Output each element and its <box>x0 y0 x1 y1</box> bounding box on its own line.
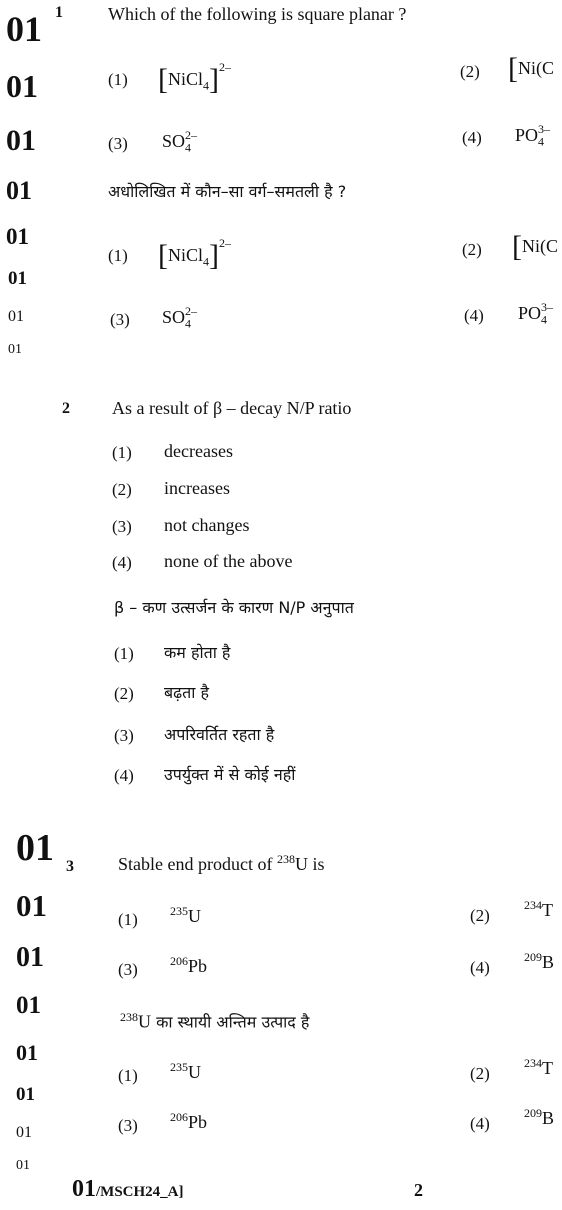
option-isotope: $^{235}$U <box>170 1060 201 1082</box>
option-isotope: $^{209}$B <box>524 950 555 972</box>
option-number: (3) <box>110 310 130 329</box>
option-isotope: $^{206}$Pb <box>170 1110 208 1132</box>
option-number: (2) <box>462 240 482 259</box>
option-text: not changes <box>164 515 250 535</box>
option-number: (1) <box>118 910 138 929</box>
page-number: 2 <box>414 1180 423 1200</box>
option-number: (4) <box>462 128 482 147</box>
margin-code: 01 <box>8 342 22 357</box>
question-stem-en: Which of the following is square planar ? <box>108 4 407 24</box>
option-text: अपरिवर्तित रहता है <box>164 725 275 744</box>
question-stem-hi: β – कण उत्सर्जन के कारण N/P अनुपात <box>114 598 354 617</box>
option-number: (4) <box>114 766 134 785</box>
margin-code: 01 <box>6 176 32 205</box>
margin-code: 01 <box>16 1158 30 1173</box>
margin-code: 01 <box>8 268 27 289</box>
question-stem-en: As a result of β – decay N/P ratio <box>112 398 352 418</box>
paper-code: 01/MSCH24_A] <box>72 1176 184 1202</box>
option-number: (1) <box>108 246 128 265</box>
option-number: (3) <box>108 134 128 153</box>
question-number: 1 <box>55 4 63 21</box>
option-isotope: $^{234}$T <box>524 1056 553 1078</box>
margin-code: 01 <box>16 1084 35 1105</box>
margin-code: 01 <box>8 308 24 325</box>
option-formula: [Ni(C <box>508 52 554 85</box>
question-number: 2 <box>62 400 70 417</box>
option-text: उपर्युक्त में से कोई नहीं <box>164 765 296 784</box>
option-isotope: $^{206}$Pb <box>170 954 208 976</box>
option-formula: [Ni(C <box>512 230 558 263</box>
option-text: कम होता है <box>164 643 231 662</box>
option-text: decreases <box>164 441 233 461</box>
option-formula: $PO_4^{3-}$ <box>518 300 554 327</box>
margin-code: 01 <box>16 1124 32 1141</box>
option-text: none of the above <box>164 551 293 571</box>
option-text: बढ़ता है <box>164 683 209 702</box>
option-number: (3) <box>118 1116 138 1135</box>
option-number: (3) <box>118 960 138 979</box>
margin-code: 01 <box>16 992 41 1019</box>
question-stem-hi: अधोलिखित में कौन–सा वर्ग–समतली है ? <box>108 182 347 201</box>
option-number: (3) <box>112 517 132 536</box>
option-isotope: $^{209}$B <box>524 1106 555 1128</box>
margin-code: 01 <box>6 68 38 104</box>
option-number: (4) <box>470 1114 490 1133</box>
option-number: (3) <box>114 726 134 745</box>
option-text: increases <box>164 478 230 498</box>
option-formula: $PO_4^{3-}$ <box>515 122 551 149</box>
option-number: (1) <box>118 1066 138 1085</box>
option-formula: $SO_4^{2-}$ <box>162 304 198 331</box>
option-formula: [NiCl$_4$]$^{2-}$ <box>158 60 232 96</box>
option-isotope: $^{234}$T <box>524 898 553 920</box>
option-number: (2) <box>112 480 132 499</box>
question-number: 3 <box>66 858 74 875</box>
option-number: (4) <box>470 958 490 977</box>
question-stem-en: Stable end product of $^{238}$U is <box>118 852 325 874</box>
option-number: (2) <box>470 1064 490 1083</box>
option-number: (4) <box>112 553 132 572</box>
option-number: (2) <box>460 62 480 81</box>
option-isotope: $^{235}$U <box>170 904 201 926</box>
margin-code: 01 <box>16 827 54 869</box>
margin-code: 01 <box>6 9 42 49</box>
option-number: (4) <box>464 306 484 325</box>
margin-code: 01 <box>6 124 36 157</box>
option-formula: [NiCl$_4$]$^{2-}$ <box>158 236 232 272</box>
question-stem-hi: $^{238}$U का स्थायी अन्तिम उत्पाद है <box>120 1010 310 1032</box>
margin-code: 01 <box>16 888 47 923</box>
option-number: (1) <box>114 644 134 663</box>
margin-code: 01 <box>6 224 29 249</box>
option-formula: $SO_4^{2-}$ <box>162 128 198 155</box>
option-number: (1) <box>108 70 128 89</box>
option-number: (2) <box>470 906 490 925</box>
margin-code: 01 <box>16 942 44 973</box>
option-number: (2) <box>114 684 134 703</box>
option-number: (1) <box>112 443 132 462</box>
margin-code: 01 <box>16 1040 38 1065</box>
